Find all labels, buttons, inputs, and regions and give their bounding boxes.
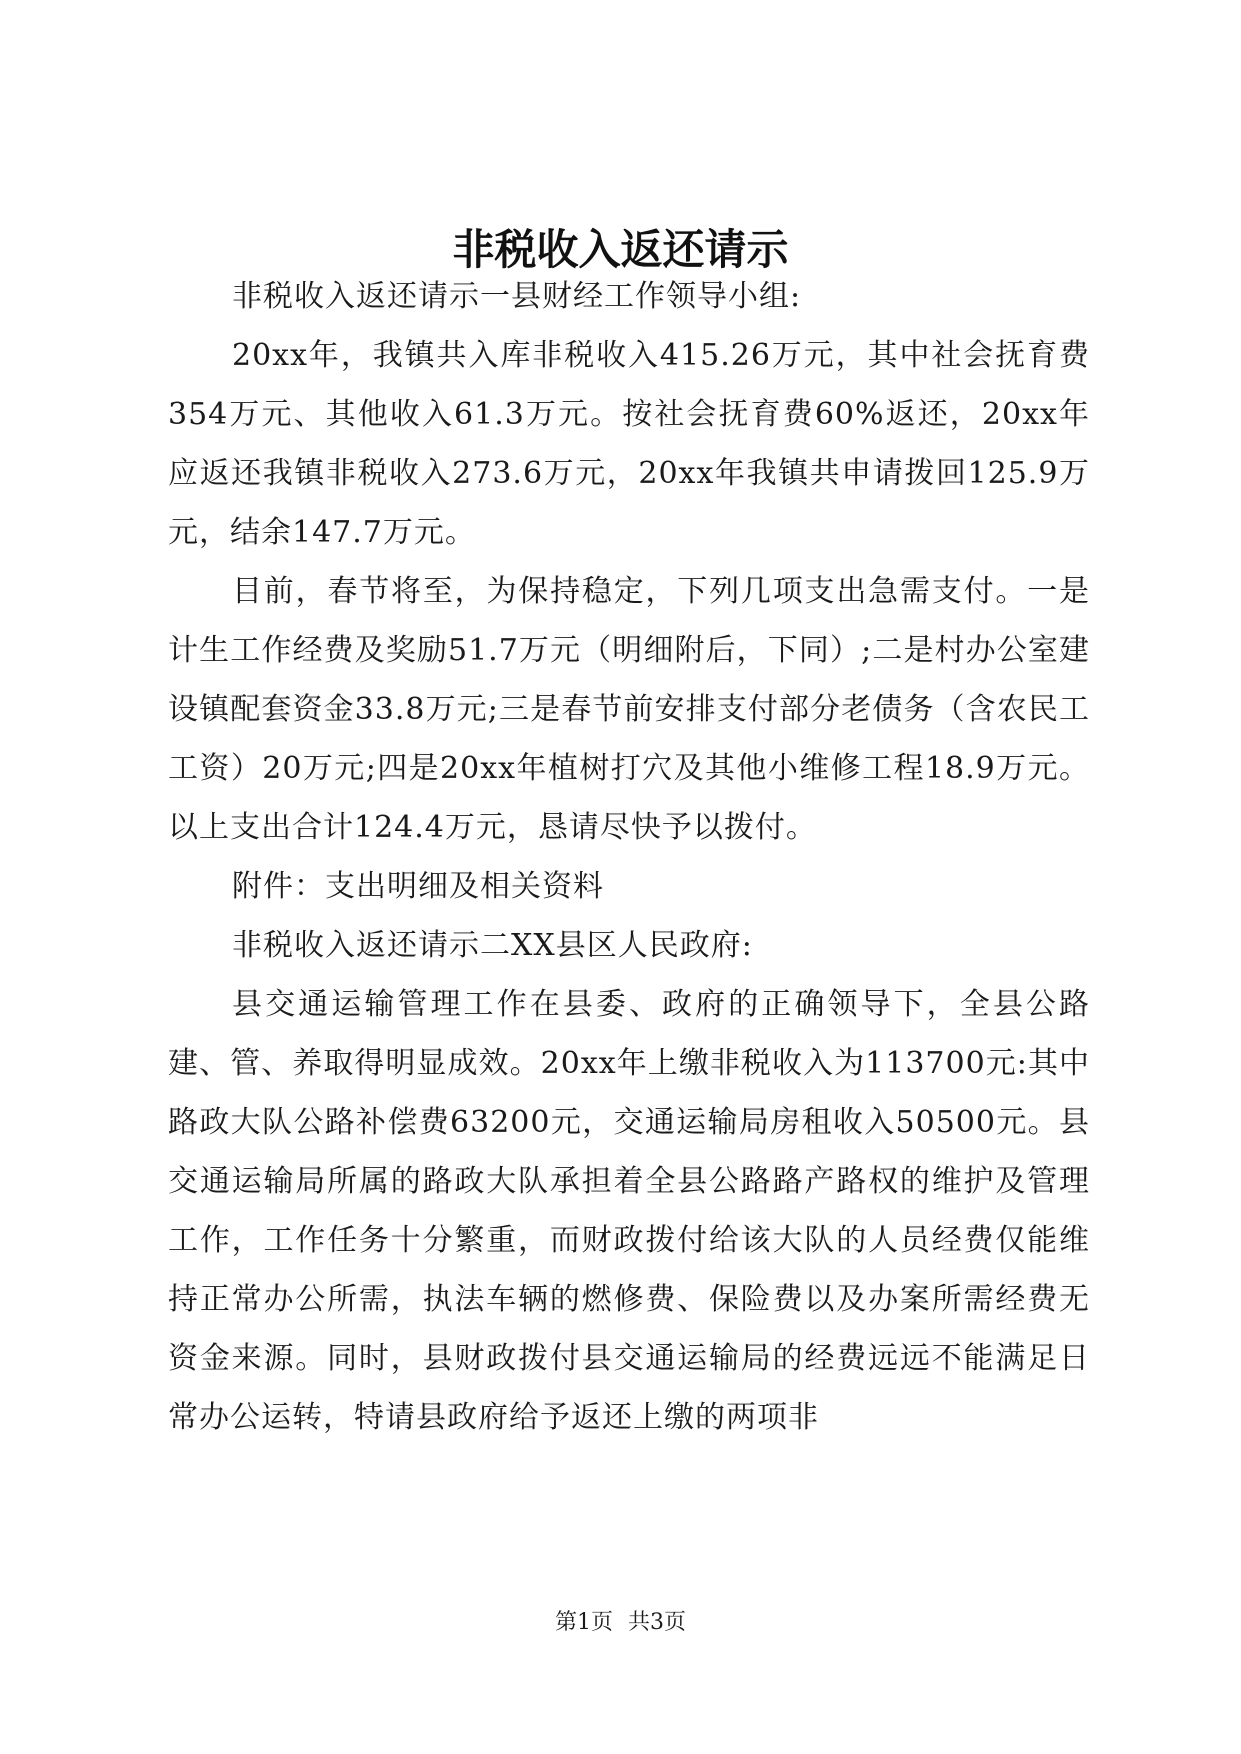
paragraph-salutation-1: 非税收入返还请示一县财经工作领导小组: [232, 279, 802, 314]
paragraph-attachment: 附件：支出明细及相关资料 [232, 869, 604, 904]
page-number: 第1页 [555, 1610, 613, 1635]
page-total: 共3页 [628, 1610, 686, 1635]
document-title: 非税收入返还请示 [452, 225, 789, 274]
document-body [168, 267, 1090, 1447]
paragraph-expenditure-request: 目前，春节将至，为保持稳定，下列几项支出急需支付。一是计生工作经费及奖励51.7万元（明细附后，下同）;二是村办公室建设镇配套资金33.8万元;三是春节前安排支付部分老债务（含农民工工资）20万元;四是20xx年植树打穴及其他小维修工程18.9万元。以上支出合计124.4万元，恳请尽快予以拨付。 [168, 574, 1090, 845]
paragraph-revenue-summary: 20xx年，我镇共入库非税收入415.26万元，其中社会抚育费354万元、其他收入61.3万元。按社会抚育费60%返还，20xx年应返还我镇非税收入273.6万元，20xx年我镇共申请拨回125.9万元，结余147.7万元。 [168, 338, 1090, 550]
paragraph-transport-bureau: 县交通运输管理工作在县委、政府的正确领导下，全县公路建、管、养取得明显成效。20xx年上缴非税收入为113700元:其中路政大队公路补偿费63200元，交通运输局房租收入50500元。县交通运输局所属的路政大队承担着全县公路路产路权的维护及管理工作，工作任务十分繁重，而财政拨付给该大队的人员经费仅能维持正常办公所需，执法车辆的燃修费、保险费以及办案所需经费无资金来源。同时，县财政拨付县交通运输局的经费远远不能满足日常办公运转，特请县政府给予返还上缴的两项非 [168, 987, 1090, 1435]
paragraph-salutation-2: 非税收入返还请示二XX县区人民政府: [232, 928, 753, 963]
page-footer [0, 1608, 1241, 1638]
